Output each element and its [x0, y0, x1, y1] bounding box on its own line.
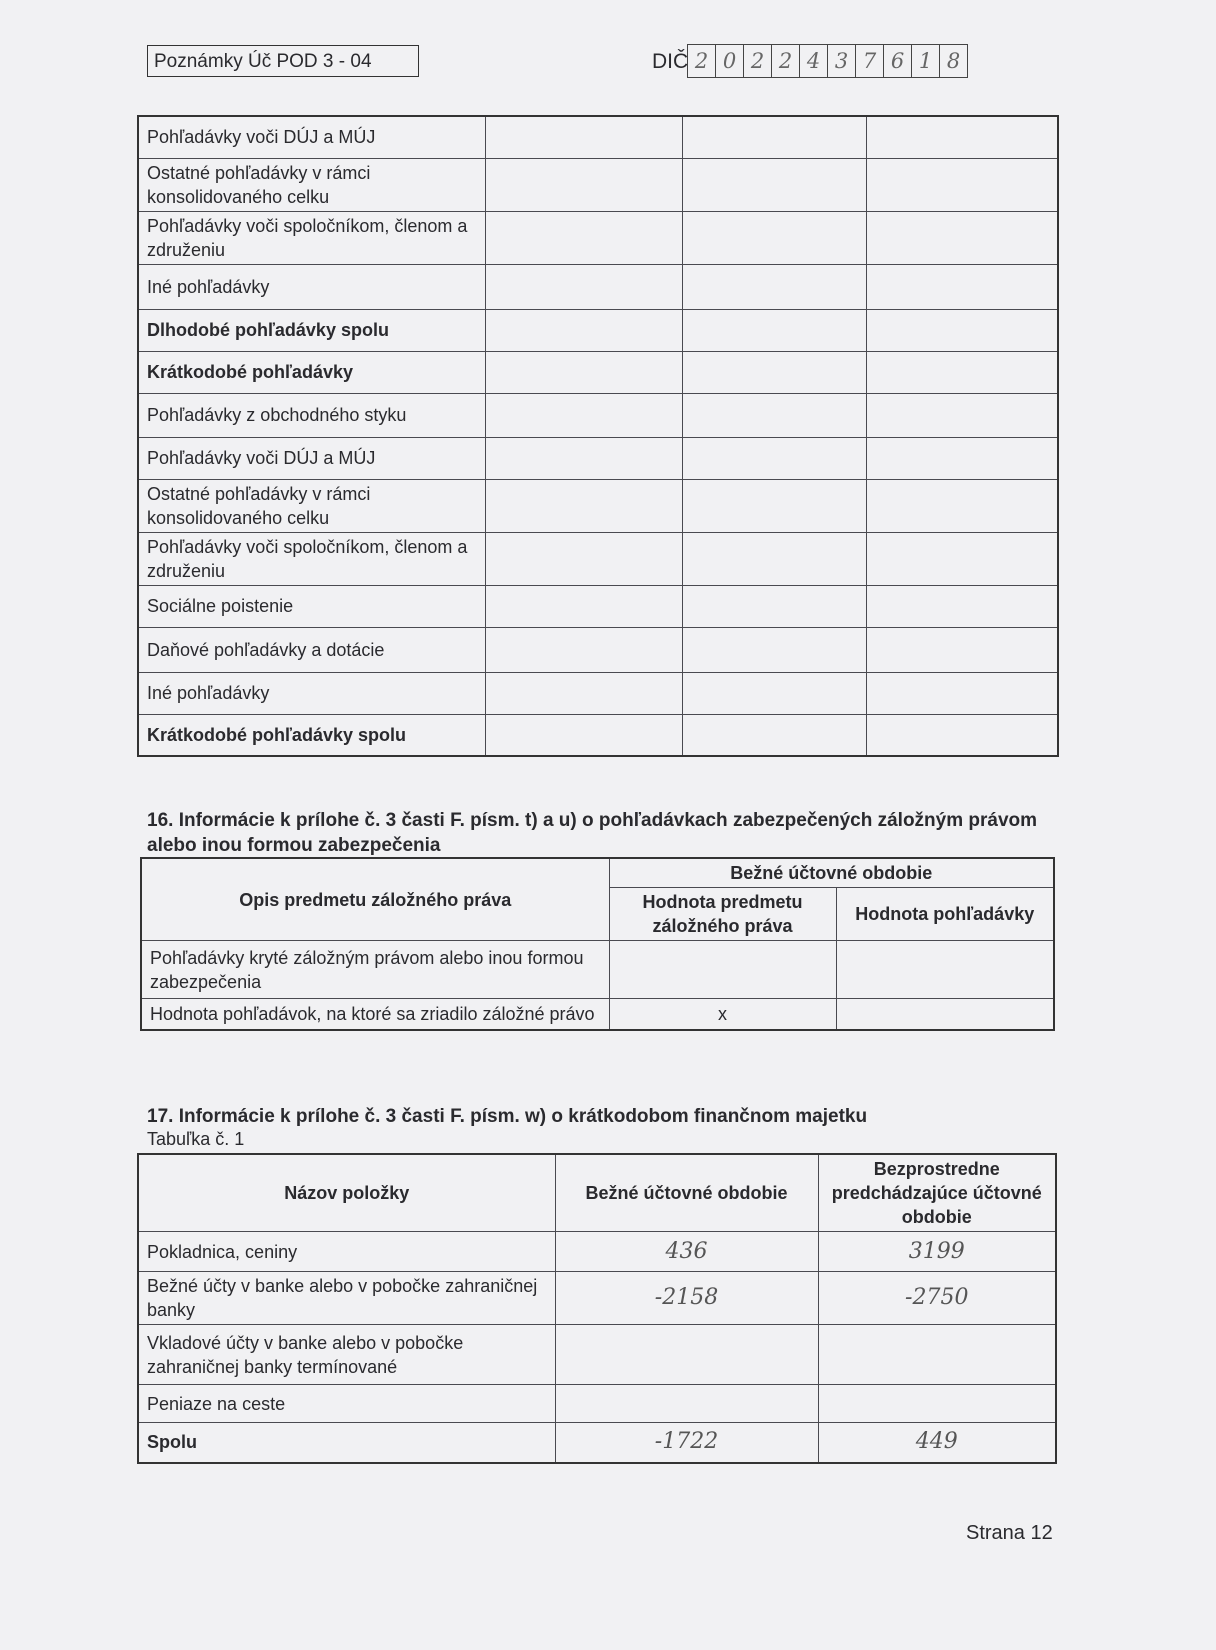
- dic-digit: 2: [687, 44, 716, 78]
- table-row: [138, 211, 1058, 264]
- dic-label: DIČ: [652, 50, 689, 73]
- row-label: Pohľadávky voči DÚJ a MÚJ: [138, 116, 485, 158]
- value-cell[interactable]: [485, 437, 682, 479]
- current-period-value[interactable]: [555, 1325, 818, 1385]
- value-cell[interactable]: [485, 211, 682, 264]
- value-cell[interactable]: [682, 714, 866, 756]
- previous-period-value[interactable]: [818, 1385, 1056, 1423]
- row-label: Daňové pohľadávky a dotácie: [138, 627, 485, 672]
- value-cell[interactable]: [485, 264, 682, 309]
- row-label: Pohľadávky voči spoločníkom, členom a združeniu: [138, 211, 485, 264]
- pledge-value[interactable]: x: [609, 999, 836, 1030]
- previous-period-value[interactable]: 449: [818, 1423, 1056, 1463]
- row-label: Spolu: [138, 1423, 555, 1463]
- current-period-value[interactable]: -2158: [555, 1272, 818, 1325]
- value-cell[interactable]: [866, 116, 1058, 158]
- dic-digit: 4: [799, 44, 828, 78]
- table-row: [138, 309, 1058, 351]
- table-row: [138, 393, 1058, 437]
- table-row: [138, 585, 1058, 627]
- current-period-value[interactable]: -1722: [555, 1423, 818, 1463]
- receivable-value[interactable]: [836, 941, 1054, 999]
- value-cell[interactable]: [866, 211, 1058, 264]
- table-row: [138, 1385, 1056, 1423]
- dic-digit: 2: [771, 44, 800, 78]
- table-row: [138, 1325, 1056, 1385]
- row-label: Iné pohľadávky: [138, 264, 485, 309]
- value-cell[interactable]: [682, 627, 866, 672]
- value-cell[interactable]: [682, 585, 866, 627]
- col-receivable-header: Hodnota pohľadávky: [836, 888, 1054, 941]
- current-period-value[interactable]: [555, 1385, 818, 1423]
- row-label: Pokladnica, ceniny: [138, 1232, 555, 1272]
- receivable-value[interactable]: [836, 999, 1054, 1030]
- row-label: Pohľadávky z obchodného styku: [138, 393, 485, 437]
- row-label: Iné pohľadávky: [138, 672, 485, 714]
- table-row: [138, 479, 1058, 532]
- value-cell[interactable]: [682, 672, 866, 714]
- row-label: Vkladové účty v banke alebo v pobočke zahraničnej banky termínované: [138, 1325, 555, 1385]
- row-label: Pohľadávky kryté záložným právom alebo inou formou zabezpečenia: [141, 941, 609, 999]
- table-row: [138, 116, 1058, 158]
- value-cell[interactable]: [866, 672, 1058, 714]
- dic-digit: 3: [827, 44, 856, 78]
- value-cell[interactable]: [866, 264, 1058, 309]
- value-cell[interactable]: [866, 714, 1058, 756]
- receivables-table: [137, 115, 1059, 757]
- value-cell[interactable]: [866, 437, 1058, 479]
- value-cell[interactable]: [485, 116, 682, 158]
- dic-boxes: [688, 44, 968, 78]
- table-row: [138, 1272, 1056, 1325]
- table-row: [141, 999, 1054, 1030]
- value-cell[interactable]: [485, 672, 682, 714]
- value-cell[interactable]: [866, 532, 1058, 585]
- dic-digit: 6: [883, 44, 912, 78]
- row-label: Ostatné pohľadávky v rámci konsolidovaného celku: [138, 158, 485, 211]
- previous-period-value[interactable]: -2750: [818, 1272, 1056, 1325]
- col-group-header: Bežné účtovné obdobie: [609, 858, 1054, 888]
- value-cell[interactable]: [866, 309, 1058, 351]
- section17-title: 17. Informácie k prílohe č. 3 časti F. písm. w) o krátkodobom finančnom majetku: [147, 1106, 868, 1127]
- section-header-row: [138, 351, 1058, 393]
- section16-title: 16. Informácie k prílohe č. 3 časti F. písm. t) a u) o pohľadávkach zabezpečených záložným právom alebo inou formou zabezpečenia: [147, 810, 1038, 856]
- table-row: [138, 714, 1058, 756]
- value-cell[interactable]: [485, 585, 682, 627]
- table-row: [141, 941, 1054, 999]
- value-cell[interactable]: [682, 351, 866, 393]
- col-name-header: Názov položky: [138, 1154, 555, 1232]
- table-row: [138, 1232, 1056, 1272]
- value-cell[interactable]: [866, 585, 1058, 627]
- value-cell[interactable]: [485, 393, 682, 437]
- value-cell[interactable]: [866, 393, 1058, 437]
- dic-digit: 0: [715, 44, 744, 78]
- pledge-table: [140, 857, 1055, 1031]
- row-label: Pohľadávky voči DÚJ a MÚJ: [138, 437, 485, 479]
- page-number: Strana 12: [966, 1522, 1053, 1544]
- row-label: Bežné účty v banke alebo v pobočke zahraničnej banky: [138, 1272, 555, 1325]
- table-row: [138, 158, 1058, 211]
- table-row: [138, 264, 1058, 309]
- table-row: [138, 627, 1058, 672]
- value-cell[interactable]: [682, 479, 866, 532]
- value-cell[interactable]: [485, 714, 682, 756]
- row-label: Dlhodobé pohľadávky spolu: [138, 309, 485, 351]
- dic-digit: 8: [939, 44, 968, 78]
- row-label: Hodnota pohľadávok, na ktoré sa zriadilo záložné právo: [141, 999, 609, 1030]
- form-code: Poznámky Úč POD 3 - 04: [147, 45, 419, 77]
- pledge-value[interactable]: [609, 941, 836, 999]
- value-cell[interactable]: [682, 264, 866, 309]
- col-current-header: Bežné účtovné obdobie: [555, 1154, 818, 1232]
- value-cell[interactable]: [866, 479, 1058, 532]
- col-value-header: Hodnota predmetu záložného práva: [609, 888, 836, 941]
- row-label: Ostatné pohľadávky v rámci konsolidovaného celku: [138, 479, 485, 532]
- value-cell[interactable]: [682, 211, 866, 264]
- value-cell[interactable]: [682, 158, 866, 211]
- dic-digit: 1: [911, 44, 940, 78]
- row-label: Krátkodobé pohľadávky spolu: [138, 714, 485, 756]
- value-cell[interactable]: [682, 437, 866, 479]
- value-cell[interactable]: [485, 158, 682, 211]
- table-row: [138, 672, 1058, 714]
- value-cell[interactable]: [866, 351, 1058, 393]
- dic-digit: 7: [855, 44, 884, 78]
- current-period-value[interactable]: 436: [555, 1232, 818, 1272]
- row-label: Sociálne poistenie: [138, 585, 485, 627]
- previous-period-value[interactable]: 3199: [818, 1232, 1056, 1272]
- table-row: [138, 532, 1058, 585]
- financial-assets-table: [137, 1153, 1057, 1464]
- value-cell[interactable]: [682, 393, 866, 437]
- table-row: [138, 437, 1058, 479]
- value-cell[interactable]: [682, 532, 866, 585]
- col-desc-header: Opis predmetu záložného práva: [141, 858, 609, 941]
- table-row: [138, 1423, 1056, 1463]
- value-cell[interactable]: [866, 627, 1058, 672]
- row-label: Krátkodobé pohľadávky: [138, 351, 485, 393]
- row-label: Pohľadávky voči spoločníkom, členom a združeniu: [138, 532, 485, 585]
- value-cell[interactable]: [866, 158, 1058, 211]
- value-cell[interactable]: [485, 532, 682, 585]
- value-cell[interactable]: [682, 309, 866, 351]
- value-cell[interactable]: [485, 309, 682, 351]
- value-cell[interactable]: [485, 351, 682, 393]
- row-label: Peniaze na ceste: [138, 1385, 555, 1423]
- section17-subtitle: Tabuľka č. 1: [147, 1129, 245, 1149]
- dic-digit: 2: [743, 44, 772, 78]
- value-cell[interactable]: [485, 627, 682, 672]
- value-cell[interactable]: [682, 116, 866, 158]
- previous-period-value[interactable]: [818, 1325, 1056, 1385]
- value-cell[interactable]: [485, 479, 682, 532]
- col-previous-header: Bezprostredne predchádzajúce účtovné obdobie: [818, 1154, 1056, 1232]
